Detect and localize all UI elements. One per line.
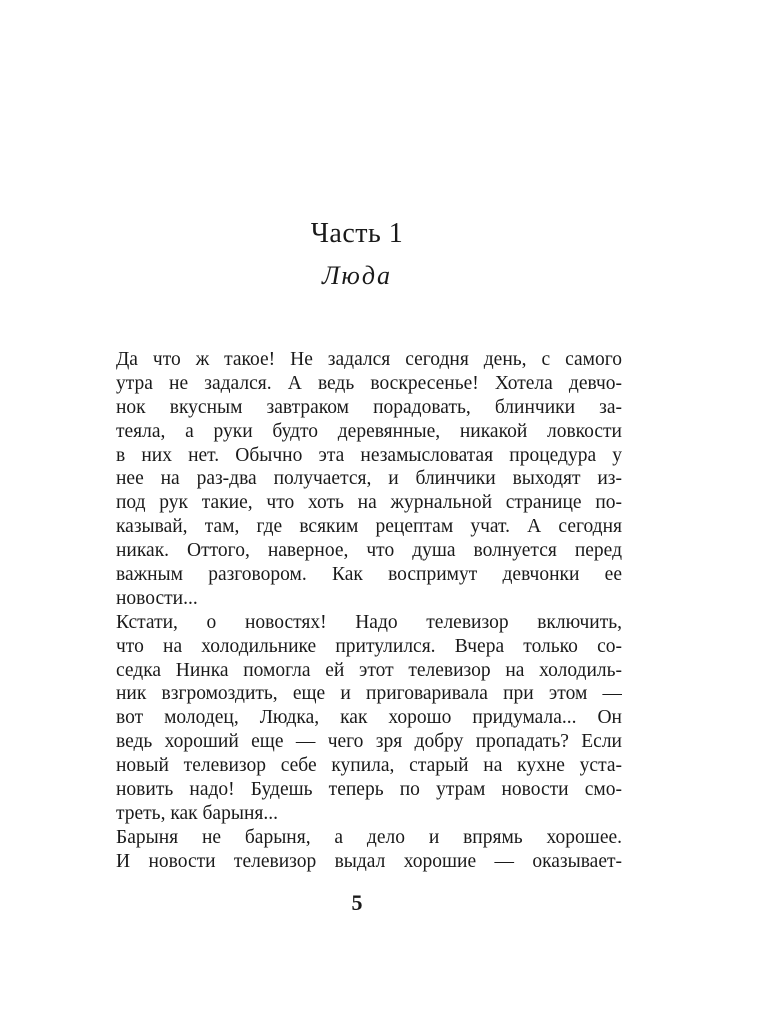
text-line: Барыня не барыня, а дело и впрямь хорошее.	[116, 826, 622, 848]
text-line: седка Нинка помогла ей этот телевизор на холодиль-	[116, 659, 622, 681]
chapter-subtitle: Люда	[321, 261, 393, 290]
text-line: Кстати, о новостях! Надо телевизор включить,	[116, 611, 622, 633]
text-line: новости...	[116, 587, 198, 609]
text-line: нок вкусным завтраком порадовать, блинчики за-	[116, 396, 622, 418]
body-text	[116, 348, 622, 874]
text-line: в них нет. Обычно эта незамысловатая процедура у	[116, 444, 622, 466]
text-line: новый телевизор себе купила, старый на кухне уста-	[116, 755, 622, 777]
text-line: ведь хороший еще — чего зря добру пропадать? Если	[116, 731, 622, 753]
text-line: ник взгромоздить, еще и приговаривала при этом —	[116, 683, 622, 705]
text-line: что на холодильнике притулился. Вчера только со-	[116, 635, 622, 657]
text-line: нее на раз-два получается, и блинчики выходят из-	[116, 468, 622, 490]
text-line: казывай, там, где всяким рецептам учат. А сегодня	[116, 516, 622, 538]
text-line: важным разговором. Как воспримут девчонки ее	[116, 564, 622, 586]
text-line: И новости телевизор выдал хорошие — оказывает-	[116, 850, 622, 872]
chapter-title: Часть 1	[310, 218, 404, 249]
text-line: новить надо! Будешь теперь по утрам новости смо-	[116, 779, 622, 801]
text-line: вот молодец, Людка, как хорошо придумала... Он	[116, 707, 622, 729]
text-line: теяла, а руки будто деревянные, никакой ловкости	[116, 420, 622, 442]
text-line: Да что ж такое! Не задался сегодня день, с самого	[116, 349, 622, 370]
text-line: утра не задался. А ведь воскресенье! Хотела девчо-	[116, 372, 622, 394]
page-number: 5	[351, 890, 363, 915]
text-line: треть, как барыня...	[116, 802, 278, 824]
text-line: никак. Оттого, наверное, что душа волнуется перед	[116, 540, 622, 562]
text-line: под рук такие, что хоть на журнальной странице по-	[116, 492, 622, 514]
